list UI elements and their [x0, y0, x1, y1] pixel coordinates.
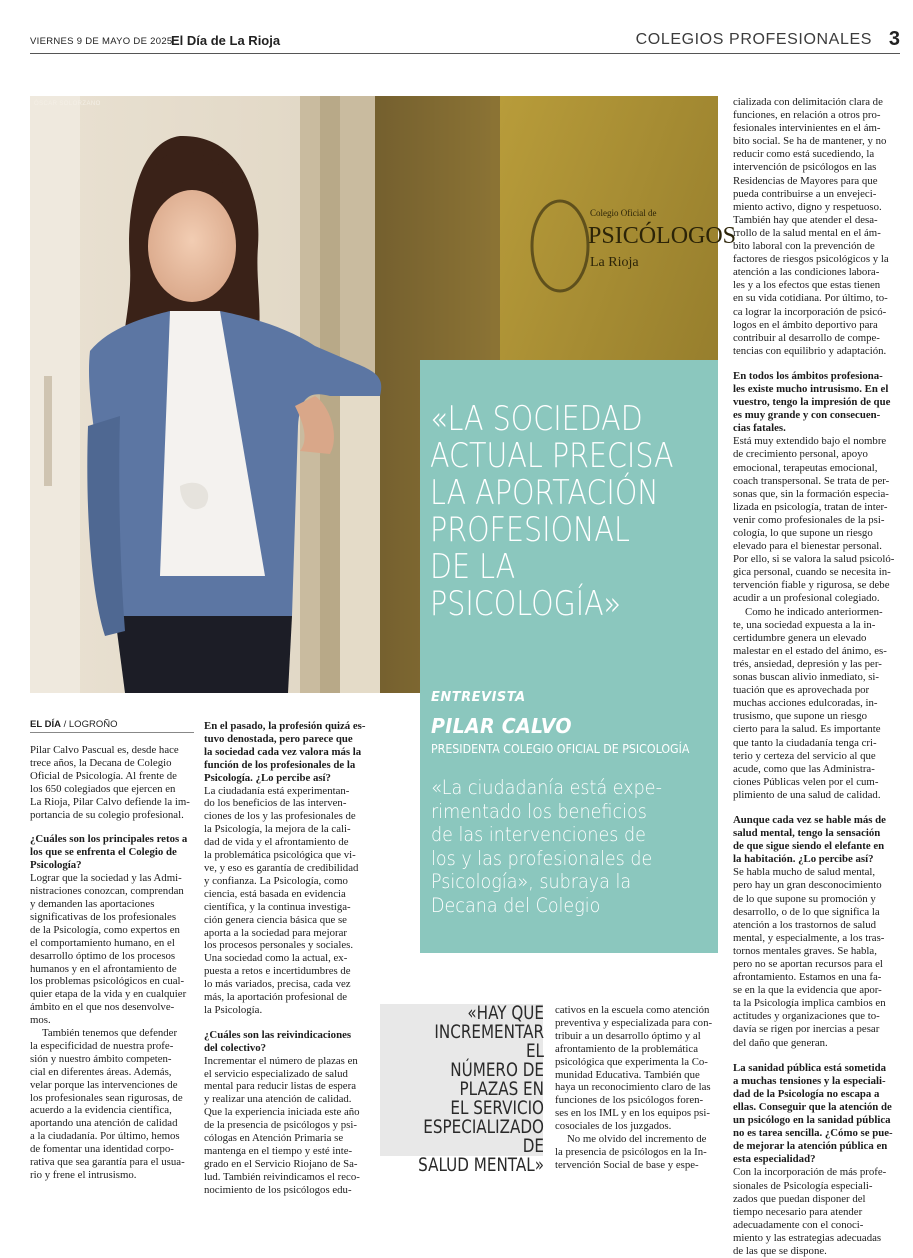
text-line: no es tarea sencilla. ¿Cómo se pue-	[733, 1127, 893, 1140]
text-line: acude, como que las Administra-	[733, 762, 875, 775]
text-line: nocimiento de los psicólogos edu-	[204, 1183, 352, 1196]
text-line: rrollo de la salud mental en el ám-	[733, 226, 881, 239]
interview-question	[204, 720, 370, 785]
text-line: psicológica que experimenta la Co-	[555, 1055, 708, 1068]
body-column-1	[30, 744, 193, 1182]
text-line: munidad Educativa. También que	[555, 1068, 700, 1081]
text-line: la problemática psicológica que vi-	[204, 849, 356, 862]
text-line: reducir como está sucediendo, la	[733, 148, 875, 161]
text-line: atención a los trastornos de salud	[733, 918, 877, 931]
page-header	[30, 30, 900, 54]
text-line: dad de vida y el afrontamiento de	[204, 836, 349, 849]
text-line: Por ello, si se valora la salud psicoló-	[733, 553, 895, 566]
text-line: científica, y la continua investiga-	[204, 900, 351, 913]
text-line: grado en el Servicio Riojano de Sa-	[204, 1157, 358, 1170]
text-line: significativas de los profesionales	[30, 910, 177, 923]
interviewee-name: PILAR CALVO	[431, 714, 572, 738]
text-line: funciones de los psicólogos foren-	[555, 1094, 704, 1107]
text-line: pero hay un gran desconocimiento	[733, 879, 882, 892]
text-line: lizada en psicología, tratan de inter-	[733, 500, 888, 513]
text-line: del colectivo?	[204, 1041, 267, 1054]
text-line: ve, y eso es garantía de credibilidad	[204, 861, 359, 874]
text-line: la presencia de psicólogos en la In-	[555, 1145, 707, 1158]
byline-place: LOGROÑO	[68, 719, 118, 730]
interview-answer	[733, 435, 900, 605]
interview-answer	[555, 1133, 719, 1172]
body-column-2	[204, 720, 370, 1197]
page-number: 3	[888, 28, 900, 50]
text-line: cativos en la escuela como atención	[555, 1004, 710, 1016]
interviewee-role: PRESIDENTA COLEGIO OFICIAL DE PSICOLOGÍA	[431, 742, 690, 756]
text-line: Lograr que la sociedad y las Admi-	[30, 872, 182, 885]
text-line: rativa que sea garantía para el usua-	[30, 1156, 185, 1169]
interview-answer	[555, 1004, 719, 1133]
lede-line: de las intervenciones de	[431, 823, 646, 846]
text-line: a muchas tensiones y la especiali-	[733, 1074, 886, 1087]
text-line: atención a las condiciones labora-	[733, 266, 880, 279]
text-line: esta especialidad?	[733, 1153, 816, 1166]
text-line: Que la experiencia iniciada este año	[204, 1106, 360, 1119]
interview-answer	[30, 1027, 193, 1182]
text-line: cólogas en Atención Primaria se	[204, 1132, 344, 1145]
text-line: nistraciones conozcan, comprendan	[30, 885, 184, 898]
text-line: a la ciudadanía. Por último, hemos	[30, 1130, 180, 1143]
text-line: se en la que la evidencia que apor-	[733, 984, 882, 997]
text-line: mantenga en el tiempo y esté inte-	[204, 1145, 353, 1157]
interview-answer	[30, 872, 193, 1027]
text-line: te, una sociedad expuesta a la in-	[733, 618, 876, 631]
text-line: malestar en el estado del ánimo, es-	[733, 644, 887, 657]
interview-question	[733, 814, 900, 866]
text-line: Incrementar el número de plazas en	[204, 1054, 358, 1067]
text-line: de fomentar una identidad corpo-	[30, 1143, 174, 1156]
text-line: Se habla mucho de salud mental,	[733, 866, 876, 879]
text-line: vuestro, tengo la impresión de que	[733, 396, 891, 409]
text-line: sionales de Psicología especiali-	[733, 1179, 873, 1192]
text-line: sión y nuestro ámbito competen-	[30, 1052, 172, 1065]
text-line: los procesos personales y sociales.	[204, 939, 354, 952]
text-line: cología, lo que supone un riesgo	[733, 527, 873, 539]
interview-question	[733, 1062, 900, 1167]
text-line: Como he indicado anteriormen-	[745, 605, 883, 618]
text-line: el servicio especializado de salud	[204, 1067, 348, 1080]
text-line: tiempo necesario para atender	[733, 1205, 863, 1218]
text-line: logos en el ámbito deportivo para	[733, 318, 878, 331]
interview-answer	[204, 785, 370, 1017]
text-line: es muy grande y con consecuen-	[733, 409, 881, 422]
text-line: certidumbre genera un elevado	[733, 631, 867, 644]
text-line: contribuir al desarrollo de compe-	[733, 331, 880, 344]
text-line: ¿Cuáles son los principales retos a	[30, 833, 188, 846]
lede-line: los y las profesionales de	[431, 846, 653, 870]
text-line: tuvo denostada, pero parece que	[204, 732, 353, 745]
text-line: de lo que supone su promoción y	[733, 892, 876, 905]
text-line: del daño que generan.	[733, 1036, 828, 1049]
text-line: actitudes y organizaciones que to-	[733, 1010, 880, 1023]
text-line: cierto para la salud. Es importante	[733, 723, 881, 736]
text-line: la especificidad de nuestra profe-	[30, 1039, 174, 1052]
text-line: de la Psicología, como expertos en	[30, 923, 180, 936]
text-line: el comportamiento humano, en el	[30, 936, 175, 949]
text-line: y confianza. La Psicología, como	[204, 874, 348, 887]
text-line: función de los profesionales de la	[204, 758, 356, 771]
text-line: de la presencia de psicólogos y psi-	[204, 1119, 357, 1132]
lede-line: Psicología», subraya la	[431, 870, 632, 893]
text-line: do los beneficios de las interven-	[204, 797, 347, 810]
text-line: ciones Públicas velen por el cum-	[733, 775, 879, 788]
text-line: tuación que es aprovechada por	[733, 684, 870, 697]
text-line: la sociedad cada vez valora más la	[204, 745, 362, 758]
text-line: los profesionales sean rigurosas, de	[30, 1091, 183, 1104]
text-line: ción genera ciencia básica que se	[204, 913, 347, 926]
text-line: venir como profesionales de la psi-	[733, 513, 885, 526]
text-line: davía se rigen por inercias a pesar	[733, 1023, 880, 1036]
text-line: en su vida cotidiana. Por último, to-	[733, 292, 888, 305]
text-line: tribuir a un desarrollo óptimo y al	[555, 1029, 701, 1042]
text-line: pero no se aportan recursos para el	[733, 958, 883, 970]
text-line: que tanto la ciudadanía tenga cri-	[733, 736, 877, 749]
text-line: desarrollo óptimo de los procesos	[30, 949, 176, 962]
lede-line: rimentado los beneficios	[431, 799, 647, 823]
text-line: quier etapa de la vida y en cualquier	[30, 988, 187, 1001]
text-line: trece años, la Decana de Colegio	[30, 756, 172, 769]
text-line: de que sigue siendo el elefante en	[733, 840, 885, 853]
text-line: preventiva y especializada para con-	[555, 1016, 713, 1029]
interview-question	[733, 370, 900, 435]
paragraph-gap	[30, 821, 193, 833]
text-line: elevado para el bienestar personal.	[733, 540, 882, 553]
newspaper-name[interactable]: El Día de La Rioja	[171, 33, 281, 48]
text-line: cias fatales.	[733, 422, 786, 435]
text-line: mos.	[30, 1014, 51, 1027]
text-line: adecuadamente con el conoci-	[733, 1218, 864, 1231]
section-label: COLEGIOS PROFESIONALES	[635, 31, 872, 48]
text-line: Psicología?	[30, 859, 82, 872]
text-line: También hay que atender el desa-	[733, 213, 878, 226]
text-line: aportando una atención de calidad	[30, 1117, 178, 1130]
text-line: tervención fiable y rigurosa, se debe	[733, 579, 890, 592]
text-line: puesta a retos e incertidumbres de	[204, 965, 351, 978]
text-line: tencias con equilibrio y adaptación.	[733, 344, 887, 357]
text-line: funciones, en relación a otros pro-	[733, 109, 881, 122]
photo-credit: ÓSCAR SOLORZANO	[34, 101, 101, 107]
text-line: cosociales de los juzgados.	[555, 1120, 672, 1133]
text-line: Una sociedad como la actual, ex-	[204, 952, 348, 965]
text-line: Oficial de Psicología. Al frente de	[30, 769, 177, 782]
text-line: En todos los ámbitos profesiona-	[733, 369, 883, 382]
interview-question	[30, 833, 193, 872]
text-line: la Psicología.	[204, 1003, 263, 1016]
text-line: También tenemos que defender	[42, 1027, 178, 1040]
text-line: salud mental, tengo la sensación	[733, 827, 881, 840]
text-line: los problemas psicológicos en cual-	[30, 975, 185, 988]
text-line: tervención Social de base y espe-	[555, 1158, 699, 1171]
text-line: Con la incorporación de más profe-	[733, 1166, 887, 1179]
text-line: ses en los IML y en los equipos psi-	[555, 1107, 710, 1120]
text-line: factores de riesgos psicológicos y la	[733, 253, 889, 266]
text-line: portancia de su colegio profesional.	[30, 808, 184, 821]
text-line: los que se enfrenta el Colegio de	[30, 846, 177, 859]
paragraph-gap	[733, 358, 900, 370]
text-line: les y a los efectos que estas tienen	[733, 279, 881, 292]
text-line: de las que se dispone.	[733, 1244, 827, 1257]
interview-answer	[733, 1166, 900, 1258]
lede-line: Decana del Colegio	[431, 893, 601, 917]
text-line: ¿Cuáles son las reivindicaciones	[204, 1028, 352, 1041]
text-line: cial en diferentes áreas. Además,	[30, 1065, 172, 1078]
text-line: les existe mucho intrusismo. En el	[733, 382, 889, 395]
sign-line-2: PSICÓLOGOS	[588, 223, 737, 249]
paragraph-gap	[733, 802, 900, 814]
text-line: mental, y especialmente, a los tras-	[733, 931, 885, 944]
text-line: sonas buscan alivio inmediato, si-	[733, 671, 880, 684]
text-line: ellas. Conseguir que la atención de	[733, 1100, 892, 1113]
text-line: trés, ansiedad, depresión y las per-	[733, 657, 882, 670]
text-line: los 650 colegiados que ejercen en	[30, 782, 176, 795]
text-line: coach transpersonal. Se trata de per-	[733, 474, 890, 487]
text-line: la Psicología, la mejora de la cali-	[204, 823, 351, 836]
interview-answer	[733, 606, 900, 802]
text-line: desarrollo, o de lo que significa la	[733, 905, 880, 918]
text-line: humanos y en el afrontamiento de	[30, 962, 177, 975]
text-line: ca lograr la incorporación de psicó-	[733, 305, 887, 318]
text-line: La sanidad pública está sometida	[733, 1061, 886, 1074]
text-line: lo más variados, precisa, cada vez	[204, 978, 351, 991]
pull-quote: «HAY QUE INCREMENTAR EL NÚMERO DE PLAZAS EN EL SERVICIO ESPECIALIZADO DE SALUD MENTAL»	[418, 1003, 544, 1176]
text-line: muchas acciones edulcoradas, in-	[733, 697, 878, 710]
text-line: No me olvido del incremento de	[567, 1133, 707, 1146]
text-line: emocional, terapeutas emocional,	[733, 461, 878, 474]
text-line: velar porque las intervenciones de	[30, 1078, 178, 1091]
text-line: intervención de psicólogos en las	[733, 161, 877, 174]
text-line: ta la Psicología implica cambios en	[733, 997, 886, 1010]
text-line: Pilar Calvo Pascual es, desde hace	[30, 744, 179, 756]
byline: EL DÍA / LOGROÑO	[30, 719, 194, 733]
text-line: y realizar una atención de calidad.	[204, 1093, 352, 1106]
text-line: La ciudadanía está experimentan-	[204, 784, 350, 797]
text-line: y demanden las aportaciones	[30, 897, 155, 910]
text-line: Está muy extendido bajo el nombre	[733, 435, 887, 448]
lede-quote	[431, 776, 701, 917]
interview-answer	[204, 1055, 370, 1197]
text-line: tornos mentales graves. Se habla,	[733, 944, 877, 957]
text-line: afrontamiento. Estamos en una fa-	[733, 971, 882, 984]
text-line: Aunque cada vez se hable más de	[733, 813, 886, 826]
text-line: más, la aportación profesional de	[204, 991, 348, 1004]
text-line: zados que puedan disponer del	[733, 1192, 866, 1205]
issue-date: VIERNES 9 DE MAYO DE 2025	[30, 36, 173, 47]
article-kicker: ENTREVISTA	[431, 690, 526, 705]
body-column-3	[555, 1004, 719, 1172]
text-line: miento activo, digno y respetuoso.	[733, 200, 882, 213]
text-line: bito laboral con la prevención de	[733, 240, 875, 253]
interview-answer	[733, 96, 900, 358]
text-line: rio y frene el intrusismo.	[30, 1169, 137, 1181]
body-column-4	[733, 96, 900, 1258]
sign-line-3: La Rioja	[590, 255, 639, 270]
text-line: acudir a un profesional colegiado.	[733, 592, 880, 605]
text-line: Psicología. ¿Lo percibe así?	[204, 771, 331, 784]
text-line: un psicólogo en la sanidad pública	[733, 1114, 891, 1127]
text-line: cializada con delimitación clara de	[733, 96, 883, 108]
interview-answer	[733, 866, 900, 1049]
paragraph-gap	[204, 1017, 370, 1029]
paragraph-gap	[733, 1050, 900, 1062]
interview-answer	[30, 744, 193, 821]
text-line: La Rioja, Pilar Calvo defiende la im-	[30, 795, 190, 808]
byline-outlet: EL DÍA	[30, 719, 61, 730]
headline: «LA SOCIEDAD ACTUAL PRECISA LA APORTACIÓN PROFESIONAL DE LA PSICOLOGÍA»	[430, 399, 674, 624]
text-line: ciones de los y las profesionales de	[204, 810, 356, 823]
text-line: Residencias de Mayores para que	[733, 174, 878, 187]
text-line: miento y las estrategias adecuadas	[733, 1231, 882, 1244]
section-title	[636, 31, 886, 49]
lede-line: «La ciudadanía está expe-	[431, 776, 662, 799]
text-line: terio y certeza del servicio al que	[733, 749, 876, 762]
text-line: lud. También reivindicamos el reco-	[204, 1170, 360, 1183]
text-line: la habitación. ¿Lo percibe así?	[733, 853, 874, 866]
text-line: de crecimiento personal, apoyo	[733, 448, 868, 461]
text-line: ciencia, está basada en evidencia	[204, 887, 346, 900]
text-line: ámbito en el que nos desenvolve-	[30, 1001, 175, 1014]
text-line: bito social. Se ha de mantener, y no	[733, 135, 887, 148]
text-line: sonas que, sin la formación especia-	[733, 487, 889, 500]
text-line: haya un reconocimiento claro de las	[555, 1081, 711, 1094]
sign-line-1: Colegio Oficial de	[590, 208, 657, 218]
text-line: gica personal, cuando se necesita in-	[733, 566, 891, 579]
text-line: aporta a la sociedad para mejorar	[204, 926, 347, 939]
text-line: dad de la Psicología no escapa a	[733, 1087, 880, 1100]
text-line: trusismo, que supone un riesgo	[733, 710, 868, 723]
text-line: acuerdo a la evidencia científica,	[30, 1104, 172, 1117]
text-line: fesionales intervinientes en el ám-	[733, 122, 881, 135]
interview-question	[204, 1029, 370, 1055]
text-line: pueda contribuirse a un envejeci-	[733, 187, 877, 200]
text-line: afrontamiento de la problemática	[555, 1042, 698, 1055]
text-line: plimiento de una salud de calidad.	[733, 788, 881, 801]
text-line: En el pasado, la profesión quizá es-	[204, 720, 366, 732]
text-line: de mejorar la atención pública en	[733, 1140, 888, 1153]
text-line: mental para reducir listas de espera	[204, 1080, 356, 1093]
